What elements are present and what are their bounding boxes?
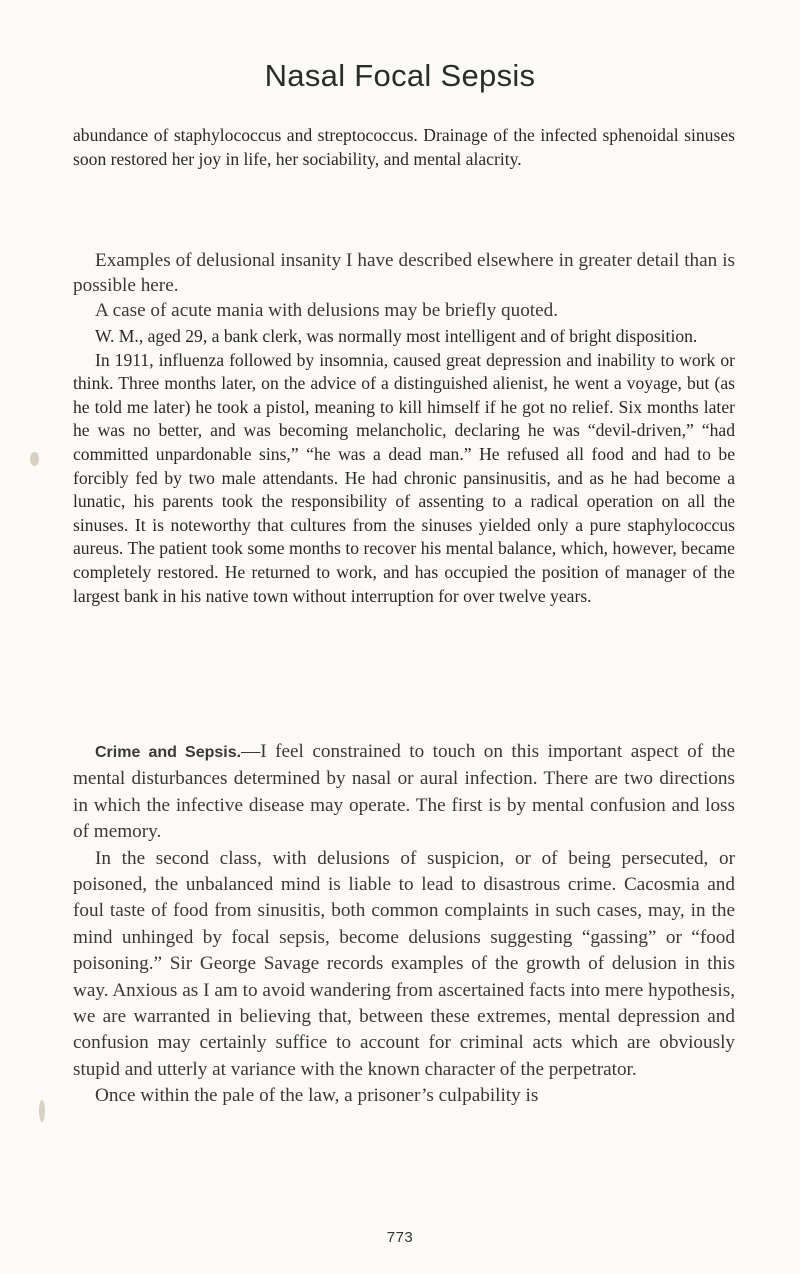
paragraph-text: In 1911, influenza followed by insomnia, caused great depression and inability to work or think. Three months later, on the advice of a distinguished alienist, he went a voyage, but (as he told me later) he took a pistol, meaning to kill himself if he got no relief. Six months later he was no better, and was becoming melancholic, declaring he was “devil-driven,” “had committed unpardonable sins,” “he was a dead man.” He refused all food and had to be forcibly fed by two male attendants. He had chronic pansinusitis, and as he had become a lunatic, his parents took the responsibility of assenting to a radical operation on all the sinuses. It is noteworthy that cultures from the sinuses yielded only a pure staphylococcus aureus. The patient took some months to recover his mental balance, which, however, became completely restored. He returned to work, and has occupied the position of manager of the largest bank in his native town without interruption for over twelve years. (73, 349, 735, 606)
paragraph-text: Once within the pale of the law, a prisoner’s culpability is (95, 1085, 539, 1107)
page-number: 773 (386, 1229, 414, 1246)
paragraph-1 (73, 124, 735, 171)
section-crime-and-sepsis (73, 739, 735, 1110)
paragraph-text: A case of acute mania with delusions may be briefly quoted. (95, 300, 559, 321)
page-title: Nasal Focal Sepsis (264, 58, 536, 93)
case-report (73, 325, 735, 608)
section-heading: Crime and Sepsis. (95, 744, 242, 761)
paragraph-text: W. M., aged 29, a bank clerk, was normally most intelligent and of bright disposition. (95, 326, 698, 346)
paragraph-text: Examples of delusional insanity I have described elsewhere in greater detail than is possible here. (73, 250, 735, 296)
paragraph-text (73, 739, 735, 846)
paper-blemish (30, 452, 39, 466)
paragraph-body: —I feel constrained to touch on this important aspect of the mental disturbances determined by nasal or aural infection. There are two directions in which the infective disease may operate. The first is by mental confusion and loss of memory. (73, 741, 735, 843)
paper-blemish (39, 1100, 45, 1122)
paragraph-text: abundance of staphylococcus and streptococcus. Drainage of the infected sphenoidal sinuses soon restored her joy in life, her sociability, and mental alacrity. (73, 125, 735, 169)
paragraph-2 (73, 248, 735, 323)
paragraph-text: In the second class, with delusions of suspicion, or of being persecuted, or poisoned, the unbalanced mind is liable to lead to disastrous crime. Cacosmia and foul taste of food from sinusitis, both common complaints in such cases, may, in the mind unhinged by focal sepsis, become delusions suggesting “gassing” or “food poisoning.” Sir George Savage records examples of the growth of delusion in this way. Anxious as I am to avoid wandering from ascertained facts into mere hypothesis, we are warranted in believing that, between these extremes, mental depression and confusion may certainly suffice to account for criminal acts which are obviously stupid and utterly at variance with the known character of the perpetrator. (73, 847, 735, 1080)
